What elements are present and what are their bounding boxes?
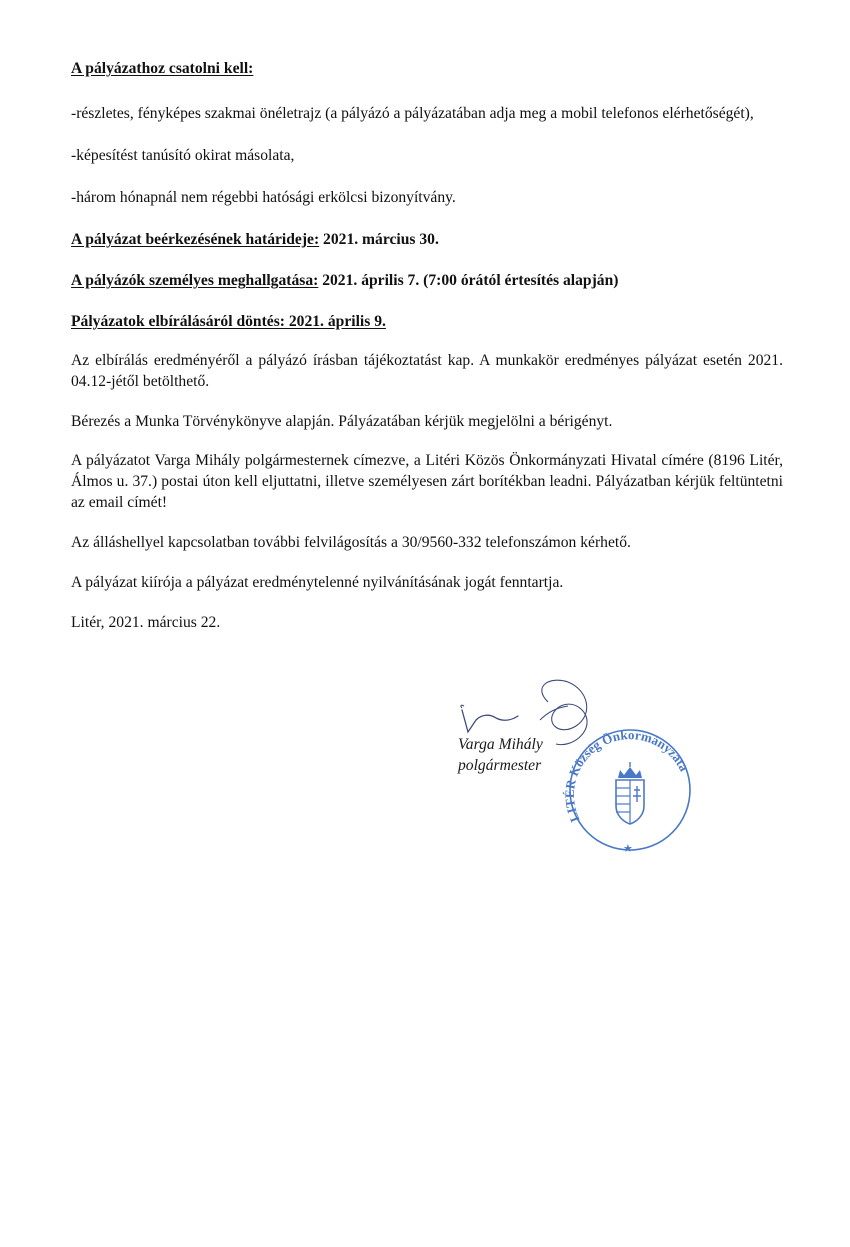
signature-block [452,676,712,876]
coat-of-arms-icon [616,762,644,824]
signatory-name: Varga Mihály [458,736,543,753]
paragraph-submission: A pályázatot Varga Mihály polgármesternek címezve, a Litéri Közös Önkormányzati Hivatal címére (8196 Litér, Álmos u. 37.) postai úton kell eljuttatni, illetve személyesen zárt borítékban leadni. Pályázatban kérjük feltüntetni az email címét! [71,452,783,511]
hearing-date-label: A pályázók személyes meghallgatása: [71,272,319,289]
signatory-title: polgármester [458,757,542,774]
document-body [71,58,783,633]
paragraph-contact: Az álláshellyel kapcsolatban további felvilágosítás a 30/9560-332 telefonszámon kérhető. [71,534,631,551]
stamp-star-icon: ★ [623,843,633,855]
paragraph-salary: Bérezés a Munka Törvénykönyve alapján. Pályázatában kérjük megjelölni a bérigényt. [71,413,613,430]
paragraph-evaluation: Az elbírálás eredményéről a pályázó írásban tájékoztatást kap. A munkakör eredményes pályázat esetén 2021. 04.12-jétől betölthető. [71,352,783,390]
attachment-item-certificate: -képesítést tanúsító okirat másolata, [71,147,295,164]
attachment-item-criminal-record: -három hónapnál nem régebbi hatósági erkölcsi bizonyítvány. [71,189,456,206]
decision-date: Pályázatok elbírálásáról döntés: 2021. április 9. [71,313,386,330]
attachments-heading: A pályázathoz csatolni kell: [71,60,254,77]
submission-deadline [71,229,783,250]
paragraph-rights: A pályázat kiírója a pályázat eredménytelenné nyilvánításának jogát fenntartja. [71,574,564,591]
official-stamp [560,712,700,860]
stamp-text: LITÉR Község Önkormányzata [561,727,692,825]
attachment-item-cv: -részletes, fényképes szakmai önéletrajz (a pályázó a pályázatában adja meg a mobil telefonos elérhetőségét), [71,105,754,122]
hearing-date-value: 2021. április 7. (7:00 órától értesítés alapján) [318,272,619,289]
place-date: Litér, 2021. március 22. [71,614,221,631]
hearing-date [71,270,783,291]
submission-deadline-value: 2021. március 30. [319,231,439,248]
submission-deadline-label: A pályázat beérkezésének határideje: [71,231,320,248]
